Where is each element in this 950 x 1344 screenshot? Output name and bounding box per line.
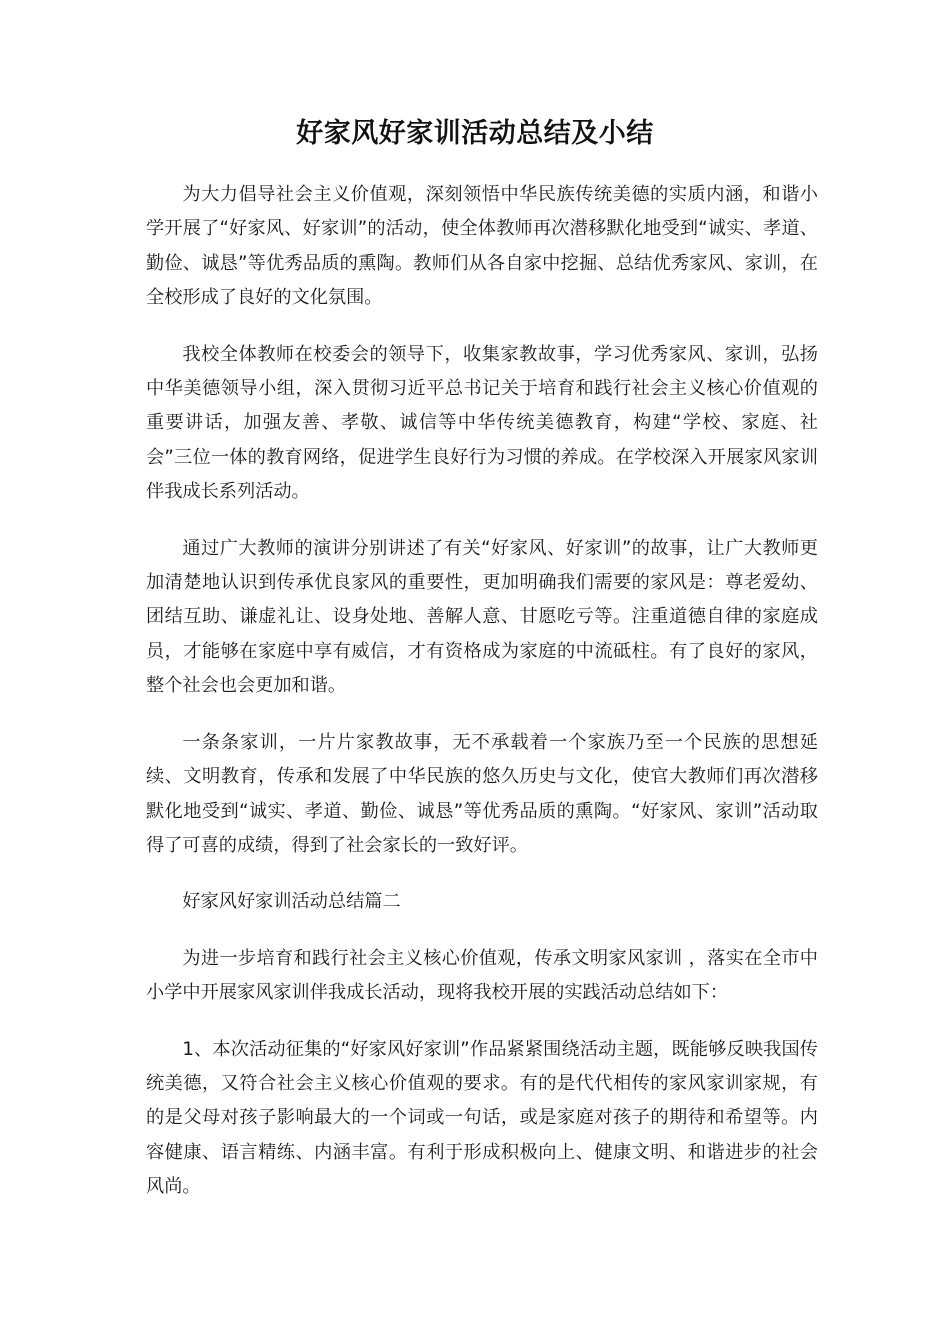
document-body xyxy=(146,178,818,1227)
paragraph-item-one: 1、本次活动征集的“好家风好家训”作品紧紧围绕活动主题，既能够反映我国传统美德，又符合社会主义核心价值观的要求。有的是代代相传的家风家训家规，有的是父母对孩子影响最大的一个词或一句话，或是家庭对孩子的期待和希望等。内容健康、语言精练、内涵丰富。有利于形成积极向上、健康文明、和谐进步的社会风尚。 xyxy=(146,1038,818,1198)
paragraph-summary-intro: 为进一步培育和践行社会主义核心价值观，传承文明家风家训 ，落实在全市中小学中开展家风家训伴我成长活动，现将我校开展的实践活动总结如下： xyxy=(146,947,818,1004)
paragraph-family-mottos: 一条条家训，一片片家教故事，无不承载着一个家族乃至一个民族的思想延续、文明教育，传承和发展了中华民族的悠久历史与文化，使官大教师们再次潜移默化地受到“诚实、孝道、勤俭、诚恳”等优秀品质的熏陶。“好家风、家训”活动取得了可喜的成绩，得到了社会家长的一致好评。 xyxy=(146,731,818,856)
document-title: 好家风好家训活动总结及小结 xyxy=(296,118,654,149)
paragraph-speeches: 通过广大教师的演讲分别讲述了有关“好家风、好家训”的故事，让广大教师更加清楚地认识到传承优良家风的重要性，更加明确我们需要的家风是：尊老爱幼、团结互助、谦虚礼让、设身处地、善解人意、甘愿吃亏等。注重道德自律的家庭成员，才能够在家庭中享有威信，才有资格成为家庭的中流砥柱。有了良好的家风，整个社会也会更加和谐。 xyxy=(146,537,818,697)
paragraph-teachers-activity: 我校全体教师在校委会的领导下，收集家教故事，学习优秀家风、家训，弘扬中华美德领导小组，深入贯彻习近平总书记关于培育和践行社会主义核心价值观的重要讲话，加强友善、孝敬、诚信等中华传统美德教育，构建“学校、家庭、社会”三位一体的教育网络，促进学生良好行为习惯的养成。在学校深入开展家风家训伴我成长系列活动。 xyxy=(146,343,818,503)
paragraph-intro: 为大力倡导社会主义价值观，深刻领悟中华民族传统美德的实质内涵，和谐小学开展了“好家风、好家训”的活动，使全体教师再次潜移默化地受到“诚实、孝道、勤俭、诚恳”等优秀品质的熏陶。教师们从各自家中挖掘、总结优秀家风、家训，在全校形成了良好的文化氛围。 xyxy=(146,184,818,309)
section-heading-part-two: 好家风好家训活动总结篇二 xyxy=(182,891,401,913)
